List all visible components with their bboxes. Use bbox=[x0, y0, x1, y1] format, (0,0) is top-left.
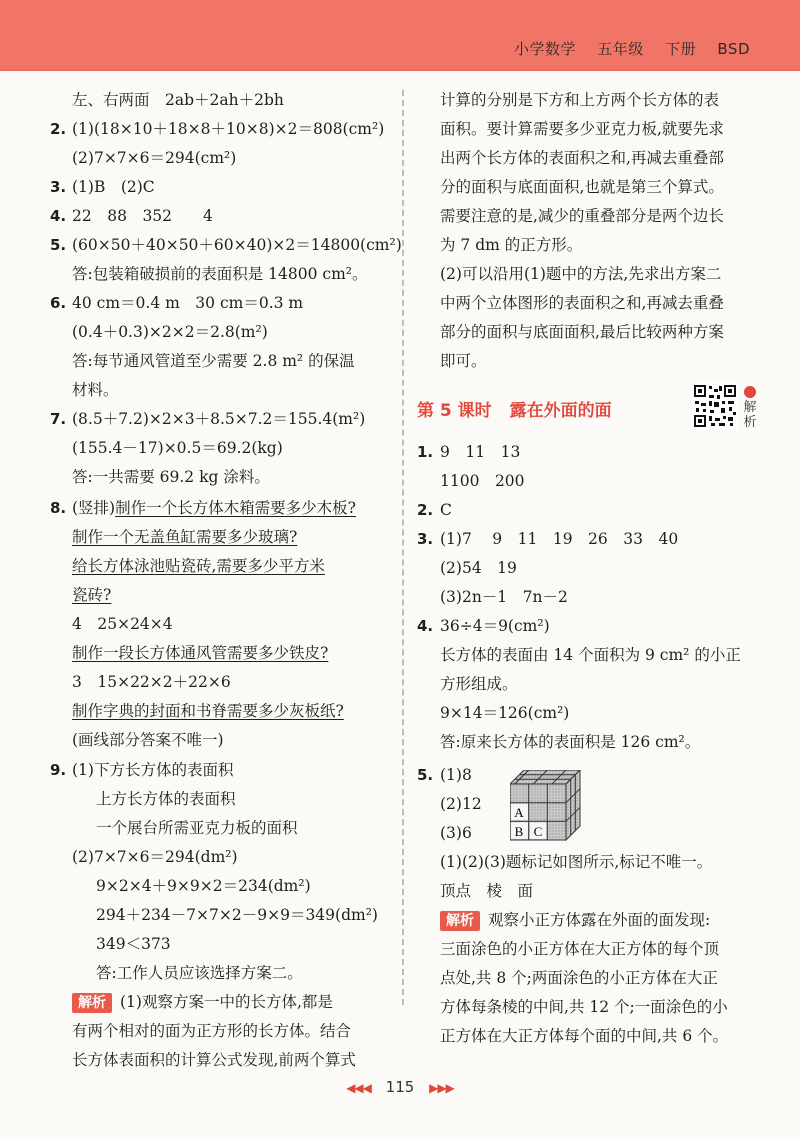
analysis-line: 长方体表面积的计算公式发现,前两个算式 bbox=[72, 1051, 356, 1069]
question-number: 8. bbox=[50, 499, 67, 517]
answer-line bbox=[72, 498, 356, 518]
edition-label: BSD bbox=[717, 40, 750, 58]
answer-line: (1)(2)(3)题标记如图所示,标记不唯一。 bbox=[440, 853, 713, 871]
answer-line: (8.5＋7.2)×2×3＋8.5×7.2＝155.4(m²) bbox=[72, 410, 366, 428]
answer-line: (3)6 bbox=[440, 824, 472, 842]
analysis-text: 观察小正方体露在外面的面发现: bbox=[488, 911, 711, 929]
analysis-line: 部分的面积与底面面积,最后比较两种方案 bbox=[440, 323, 724, 341]
analysis-line: 中两个立体图形的表面积之和,再减去重叠 bbox=[440, 294, 724, 312]
book-info bbox=[514, 38, 750, 59]
header-bar bbox=[0, 0, 800, 71]
answer-line: 40 cm＝0.4 m 30 cm＝0.3 m bbox=[72, 294, 304, 312]
answer-line: (1)B (2)C bbox=[72, 178, 155, 196]
answer-line: (2)7×7×6＝294(dm²) bbox=[72, 848, 238, 866]
answer-line: 4 25×24×4 bbox=[72, 615, 173, 633]
answer-line: C bbox=[440, 501, 452, 519]
column-divider bbox=[402, 90, 404, 1005]
lesson-title: 露在外面的面 bbox=[509, 401, 612, 421]
analysis-line: 为 7 dm 的正方形。 bbox=[440, 236, 583, 254]
underlined-answer: 制作字典的封面和书脊需要多少灰板纸? bbox=[72, 702, 344, 720]
analysis-line: 点处,共 8 个;两面涂色的小正方体在大正 bbox=[440, 969, 718, 987]
page-number: 115 bbox=[385, 1078, 415, 1096]
analysis-line: 计算的分别是下方和上方两个长方体的表 bbox=[440, 91, 720, 109]
answer-line: 左、右两面 2ab＋2ah＋2bh bbox=[72, 91, 284, 109]
answer-line: 294＋234－7×7×2－9×9＝349(dm²) bbox=[96, 906, 378, 924]
question-number: 5. bbox=[417, 766, 434, 784]
answer-line: 9×14＝126(cm²) bbox=[440, 704, 570, 722]
analysis-line: 需要注意的是,减少的重叠部分是两个边长 bbox=[440, 207, 724, 225]
underlined-answer: 制作一个长方体木箱需要多少木板? bbox=[115, 499, 356, 517]
cube-label-c: C bbox=[533, 824, 543, 839]
answer-line: 9×2×4＋9×9×2＝234(dm²) bbox=[96, 877, 311, 895]
qr-code-icon[interactable] bbox=[692, 383, 738, 429]
answer-line: 上方长方体的表面积 bbox=[96, 790, 236, 808]
answer-line: 22 88 352 4 bbox=[72, 207, 213, 225]
answer-line: (1)7 9 11 19 26 33 40 bbox=[440, 530, 679, 548]
underlined-answer: 给长方体泳池贴瓷砖,需要多少平方米 bbox=[72, 557, 325, 575]
analysis-line: 面积。要计算需要多少亚克力板,就要先求 bbox=[440, 120, 724, 138]
answer-line: (1)下方长方体的表面积 bbox=[72, 761, 234, 779]
analysis-text: (1)观察方案一中的长方体,都是 bbox=[120, 993, 333, 1011]
analysis-video-label[interactable] bbox=[742, 386, 758, 430]
answer-line: (2)12 bbox=[440, 795, 482, 813]
answer-line: (0.4＋0.3)×2×2＝2.8(m²) bbox=[72, 323, 268, 341]
analysis-line: (2)可以沿用(1)题中的方法,先求出方案二 bbox=[440, 265, 722, 283]
page-footer bbox=[0, 1078, 800, 1096]
analysis-line: 三面涂色的小正方体在大正方体的每个顶 bbox=[440, 940, 720, 958]
answer-line: (60×50＋40×50＋60×40)×2＝14800(cm²) bbox=[72, 236, 402, 254]
question-number: 4. bbox=[417, 617, 434, 635]
answer-line: 方形组成。 bbox=[440, 675, 518, 693]
analysis-line bbox=[440, 910, 710, 931]
answer-line: 长方体的表面由 14 个面积为 9 cm² 的小正 bbox=[440, 646, 741, 664]
question-number: 2. bbox=[417, 501, 434, 519]
analysis-line bbox=[72, 992, 333, 1013]
answer-line: (1)8 bbox=[440, 766, 472, 784]
underlined-answer: 瓷砖? bbox=[72, 586, 112, 604]
right-arrows-icon: ▶▶▶ bbox=[429, 1081, 454, 1095]
question-number: 6. bbox=[50, 294, 67, 312]
cube-label-a: A bbox=[514, 805, 524, 820]
underlined-answer: 制作一段长方体通风管需要多少铁皮? bbox=[72, 644, 329, 662]
analysis-line: 即可。 bbox=[440, 352, 487, 370]
answer-line: 答:一共需要 69.2 kg 涂料。 bbox=[72, 468, 270, 486]
answer-line: 349＜373 bbox=[96, 935, 171, 953]
answer-line: 36÷4＝9(cm²) bbox=[440, 617, 550, 635]
answer-line: 答:包装箱破损前的表面积是 14800 cm²。 bbox=[72, 265, 368, 283]
play-icon bbox=[744, 386, 756, 398]
question-number: 5. bbox=[50, 236, 67, 254]
answer-prefix: (竖排) bbox=[72, 499, 116, 517]
analysis-line: 有两个相对的面为正方形的长方体。结合 bbox=[72, 1022, 352, 1040]
question-number: 7. bbox=[50, 410, 67, 428]
label-char: 解 bbox=[743, 400, 757, 415]
answer-line: 9 11 13 bbox=[440, 443, 521, 461]
analysis-line: 正方体在大正方体每个面的中间,共 6 个。 bbox=[440, 1027, 729, 1045]
answer-line: 答:工作人员应该选择方案二。 bbox=[96, 964, 303, 982]
left-arrows-icon: ◀◀◀ bbox=[346, 1081, 371, 1095]
answer-line: (3)2n－1 7n－2 bbox=[440, 588, 568, 606]
label-char: 析 bbox=[743, 415, 757, 430]
question-number: 9. bbox=[50, 761, 67, 779]
lesson-number: 第 5 课时 bbox=[417, 401, 492, 421]
answer-line: 3 15×22×2＋22×6 bbox=[72, 673, 231, 691]
analysis-tag: 解析 bbox=[72, 993, 112, 1013]
question-number: 2. bbox=[50, 120, 67, 138]
answer-line: 顶点 棱 面 bbox=[440, 882, 534, 900]
volume-label: 下册 bbox=[665, 40, 697, 58]
lesson-heading bbox=[417, 396, 612, 421]
answer-line: (155.4－17)×0.5＝69.2(kg) bbox=[72, 439, 283, 457]
answer-line: 答:每节通风管道至少需要 2.8 m² 的保温 bbox=[72, 352, 355, 370]
question-number: 4. bbox=[50, 207, 67, 225]
subject-label: 小学数学 bbox=[514, 40, 577, 58]
question-number: 1. bbox=[417, 443, 434, 461]
question-number: 3. bbox=[50, 178, 67, 196]
answer-line: (2)7×7×6＝294(cm²) bbox=[72, 149, 237, 167]
cube-diagram bbox=[510, 770, 582, 842]
analysis-line: 方体每条棱的中间,共 12 个;一面涂色的小 bbox=[440, 998, 728, 1016]
analysis-line: 分的面积与底面面积,也就是第三个算式。 bbox=[440, 178, 724, 196]
analysis-line: 出两个长方体的表面积之和,再减去重叠部 bbox=[440, 149, 724, 167]
underlined-answer: 制作一个无盖鱼缸需要多少玻璃? bbox=[72, 528, 298, 546]
answer-line: 材料。 bbox=[72, 381, 119, 399]
answer-line: 1100 200 bbox=[440, 472, 525, 490]
answer-line: 答:原来长方体的表面积是 126 cm²。 bbox=[440, 733, 701, 751]
answer-line: 一个展台所需亚克力板的面积 bbox=[96, 819, 298, 837]
answer-line: (2)54 19 bbox=[440, 559, 517, 577]
question-number: 3. bbox=[417, 530, 434, 548]
analysis-tag: 解析 bbox=[440, 911, 480, 931]
answer-line: (1)(18×10＋18×8＋10×8)×2＝808(cm²) bbox=[72, 120, 385, 138]
answer-line: (画线部分答案不唯一) bbox=[72, 731, 224, 749]
cube-label-b: B bbox=[514, 824, 524, 839]
grade-label: 五年级 bbox=[597, 40, 644, 58]
